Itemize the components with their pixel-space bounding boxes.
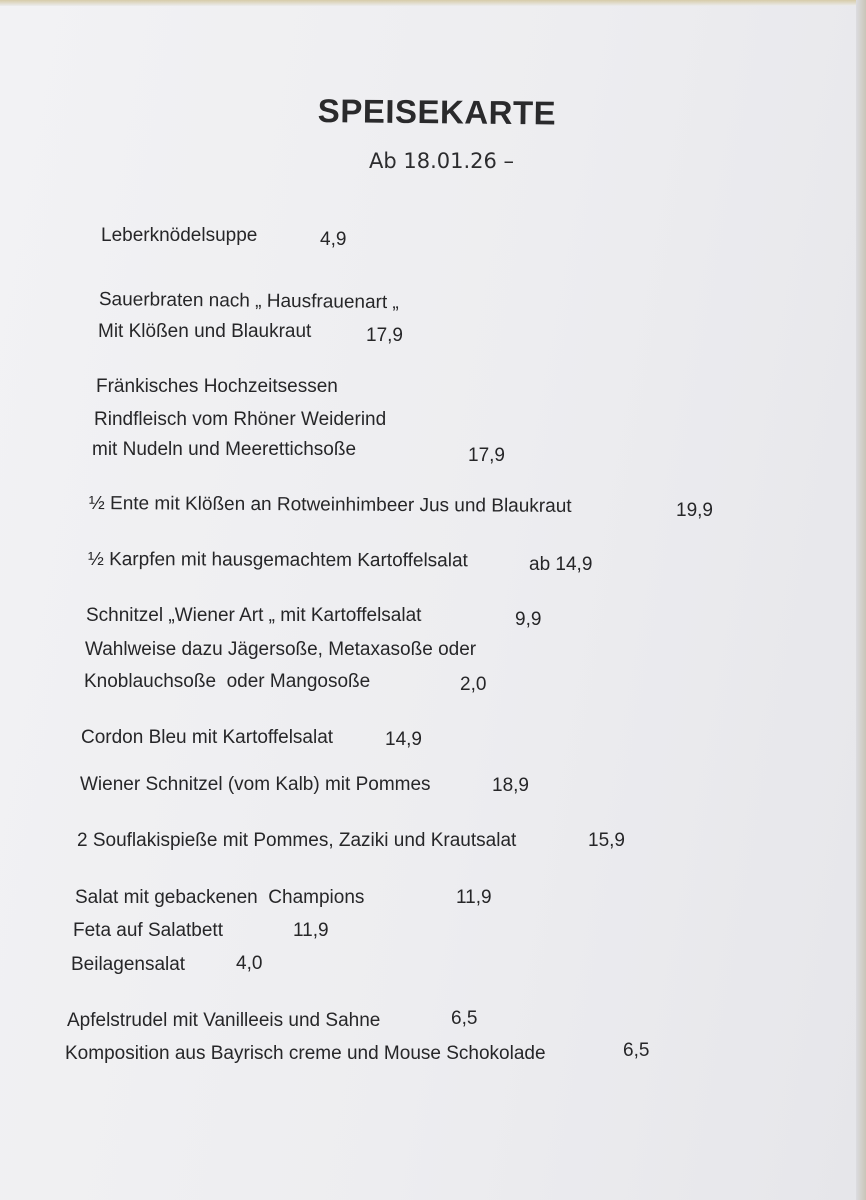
item-sauerbraten-name-1: Sauerbraten nach „ Hausfrauenart „	[98, 289, 399, 314]
item-wiener-schnitzel-name: Wiener Schnitzel (vom Kalb) mit Pommes	[80, 774, 431, 795]
item-komposition-price: 6,5	[623, 1040, 650, 1061]
menu-title: SPEISEKARTE	[317, 92, 557, 132]
item-beilagensalat-name: Beilagensalat	[71, 954, 186, 975]
item-leberknoedelsuppe-name: Leberknödelsuppe	[101, 225, 258, 246]
item-cordon-bleu-name: Cordon Bleu mit Kartoffelsalat	[81, 727, 334, 748]
item-komposition-name: Komposition aus Bayrisch creme und Mouse Schokolade	[65, 1043, 546, 1064]
item-schnitzel-wiener-art-name: Schnitzel „Wiener Art „ mit Kartoffelsalat	[86, 605, 422, 626]
item-salat-champions-name: Salat mit gebackenen Champions	[75, 887, 365, 908]
item-ente-name: ½ Ente mit Klößen an Rotweinhimbeer Jus und Blaukraut	[88, 493, 572, 517]
page-top-edge	[0, 0, 866, 6]
item-apfelstrudel-price: 6,5	[451, 1008, 478, 1029]
item-sossen-name-1: Wahlweise dazu Jägersoße, Metaxasoße oder	[85, 639, 477, 660]
item-souflaki-price: 15,9	[588, 830, 625, 851]
item-hochzeitsessen-price: 17,9	[468, 445, 505, 466]
item-hochzeitsessen-name-2: Rindfleisch vom Rhöner Weiderind	[94, 409, 387, 430]
item-feta-price: 11,9	[293, 920, 329, 941]
item-sossen-name-2: Knoblauchsoße oder Mangosoße	[84, 671, 371, 692]
menu-date: Ab 18.01.26 –	[369, 149, 515, 173]
item-cordon-bleu-price: 14,9	[385, 729, 422, 750]
item-beilagensalat-price: 4,0	[236, 953, 263, 974]
item-hochzeitsessen-name-3: mit Nudeln und Meerettichsoße	[92, 439, 357, 460]
item-wiener-schnitzel-price: 18,9	[492, 775, 529, 796]
item-karpfen-name: ½ Karpfen mit hausgemachtem Kartoffelsalat	[87, 549, 468, 572]
item-sossen-price: 2,0	[460, 674, 487, 695]
item-souflaki-name: 2 Souflakispieße mit Pommes, Zaziki und Krautsalat	[77, 830, 517, 851]
item-feta-name: Feta auf Salatbett	[73, 920, 223, 941]
item-ente-price: 19,9	[676, 500, 713, 521]
item-karpfen-price: ab 14,9	[529, 554, 593, 575]
page-right-edge	[856, 0, 866, 1200]
item-apfelstrudel-name: Apfelstrudel mit Vanilleeis und Sahne	[67, 1010, 381, 1031]
item-sauerbraten-price: 17,9	[366, 325, 403, 346]
item-leberknoedelsuppe-price: 4,9	[320, 229, 347, 250]
item-schnitzel-wiener-art-price: 9,9	[515, 609, 542, 630]
item-sauerbraten-name-2: Mit Klößen und Blaukraut	[98, 321, 312, 342]
item-hochzeitsessen-name-1: Fränkisches Hochzeitsessen	[96, 376, 338, 397]
item-salat-champions-price: 11,9	[456, 887, 492, 908]
